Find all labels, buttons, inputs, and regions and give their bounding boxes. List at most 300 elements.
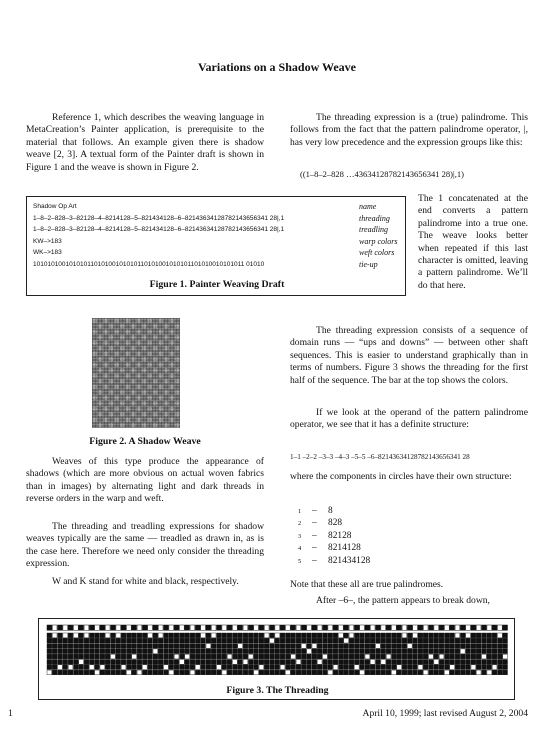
threading-cell (137, 649, 142, 654)
threading-cell (195, 644, 200, 649)
threading-cell (153, 644, 158, 649)
threading-cell (74, 654, 79, 659)
threading-cell (466, 644, 471, 649)
threading-cell (84, 654, 89, 659)
threading-cell (275, 660, 280, 665)
threading-cell (301, 670, 306, 675)
threading-cell (407, 660, 412, 665)
threading-cell (217, 654, 222, 659)
threading-cell (100, 638, 105, 643)
threading-cell (413, 649, 418, 654)
threading-cell (492, 638, 497, 643)
color-bar-cell (116, 625, 121, 630)
threading-cell (84, 644, 89, 649)
threading-cell (286, 665, 291, 670)
threading-cell (63, 638, 68, 643)
threading-cell (95, 638, 100, 643)
threading-cell (381, 665, 386, 670)
component-dash: – (312, 555, 317, 566)
threading-cell (233, 649, 238, 654)
threading-cell (280, 670, 285, 675)
threading-cell (254, 644, 259, 649)
threading-cell (105, 638, 110, 643)
threading-cell (233, 644, 238, 649)
threading-cell (402, 665, 407, 670)
threading-cell (503, 654, 508, 659)
threading-cell (264, 633, 269, 638)
threading-cell (243, 665, 248, 670)
threading-cell (386, 633, 391, 638)
threading-cell (450, 654, 455, 659)
threading-cell (323, 670, 328, 675)
threading-cell (264, 654, 269, 659)
threading-cell (201, 649, 206, 654)
color-bar-cell (344, 625, 349, 630)
color-bar-cell (365, 625, 370, 630)
component-dash: – (312, 506, 317, 516)
threading-cell (291, 644, 296, 649)
threading-cell (445, 649, 450, 654)
threading-cell (164, 670, 169, 675)
threading-cell (307, 633, 312, 638)
threading-cell (434, 633, 439, 638)
threading-cell (328, 644, 333, 649)
threading-cell (296, 644, 301, 649)
domain-runs-paragraph: The threading expression consists of a sequence of domain runs — “ups and downs” — between other shaft sequences. This is easier to understand graphically than in terms of numbers. Figure 3 shows the threading for the first half of the sequence. The bar at the top shows the colors. (290, 325, 528, 386)
threading-cell (487, 665, 492, 670)
color-bar-cell (68, 625, 73, 630)
figure-1-draft (26, 196, 406, 296)
color-bar-cell (487, 625, 492, 630)
threading-cell (471, 665, 476, 670)
threading-cell (333, 660, 338, 665)
color-bar-cell (211, 625, 216, 630)
threading-cell (365, 670, 370, 675)
threading-cell (105, 665, 110, 670)
threading-cell (243, 644, 248, 649)
threading-cell (339, 665, 344, 670)
color-bar-cell (254, 625, 259, 630)
threading-cell (301, 665, 306, 670)
threading-cell (280, 633, 285, 638)
threading-cell (238, 654, 243, 659)
threading-cell (328, 665, 333, 670)
threading-cell (52, 649, 57, 654)
threading-cell (402, 670, 407, 675)
threading-cell (392, 665, 397, 670)
threading-cell (450, 649, 455, 654)
threading-cell (280, 644, 285, 649)
component-dash: – (312, 518, 317, 529)
threading-cell (52, 638, 57, 643)
color-bar-cell (52, 625, 57, 630)
threading-cell (286, 644, 291, 649)
threading-cell (349, 644, 354, 649)
threading-cell (84, 633, 89, 638)
color-bar-cell (121, 625, 126, 630)
threading-cell (429, 670, 434, 675)
threading-cell (429, 660, 434, 665)
threading-cell (402, 654, 407, 659)
threading-cell (275, 638, 280, 643)
threading-cell (349, 660, 354, 665)
threading-cell (323, 649, 328, 654)
threading-cell (238, 665, 243, 670)
threading-cell (89, 633, 94, 638)
threading-cell (233, 665, 238, 670)
threading-cell (153, 654, 158, 659)
color-bar-cell (323, 625, 328, 630)
component-value: 8214128 (328, 543, 361, 554)
component-dash: – (312, 530, 317, 541)
threading-cell (365, 649, 370, 654)
threading-cell (498, 665, 503, 670)
threading-cell (381, 654, 386, 659)
threading-cell (63, 665, 68, 670)
threading-cell (418, 644, 423, 649)
threading-cell (280, 660, 285, 665)
threading-cell (439, 665, 444, 670)
threading-cell (158, 654, 163, 659)
threading-cell (291, 660, 296, 665)
threading-cell (137, 654, 142, 659)
component-number: 4 (298, 545, 302, 553)
threading-cell (52, 660, 57, 665)
threading-cell (148, 660, 153, 665)
threading-cell (323, 638, 328, 643)
threading-cell (312, 644, 317, 649)
threading-cell (127, 654, 132, 659)
threading-cell (180, 660, 185, 665)
threading-cell (460, 654, 465, 659)
threading-cell (116, 660, 121, 665)
threading-cell (105, 633, 110, 638)
threading-cell (418, 665, 423, 670)
threading-cell (323, 644, 328, 649)
color-bar-cell (317, 625, 322, 630)
threading-cell (376, 670, 381, 675)
threading-cell (460, 638, 465, 643)
threading-cell (233, 633, 238, 638)
threading-cell (206, 633, 211, 638)
color-bar-cell (328, 625, 333, 630)
color-bar-cell (386, 625, 391, 630)
threading-cell (227, 654, 232, 659)
threading-cell (344, 649, 349, 654)
threading-cell (121, 644, 126, 649)
threading-cell (74, 649, 79, 654)
threading-cell (280, 649, 285, 654)
threading-cell (95, 644, 100, 649)
threading-cell (217, 633, 222, 638)
threading-cell (307, 665, 312, 670)
color-bar-cell (460, 625, 465, 630)
threading-cell (58, 670, 63, 675)
threading-cell (100, 644, 105, 649)
threading-cell (450, 638, 455, 643)
color-bar-cell (429, 625, 434, 630)
threading-cell (174, 633, 179, 638)
threading-cell (328, 638, 333, 643)
color-bar-cell (63, 625, 68, 630)
threading-cell (402, 660, 407, 665)
color-bar-cell (397, 625, 402, 630)
threading-cell (100, 660, 105, 665)
threading-cell (339, 633, 344, 638)
threading-cell (312, 654, 317, 659)
threading-cell (148, 638, 153, 643)
threading-cell (180, 644, 185, 649)
threading-cell (233, 660, 238, 665)
threading-cell (392, 654, 397, 659)
threading-cell (211, 638, 216, 643)
component-dash: – (312, 543, 317, 554)
threading-cell (339, 644, 344, 649)
threading-cell (137, 665, 142, 670)
threading-cell (47, 670, 52, 675)
threading-cell (211, 633, 216, 638)
threading-cell (339, 654, 344, 659)
threading-cell (206, 670, 211, 675)
figure-1-caption: Figure 1. Painter Weaving Draft (149, 279, 285, 290)
threading-cell (397, 654, 402, 659)
color-bar-cell (503, 625, 508, 630)
threading-cell (68, 633, 73, 638)
threading-cell (450, 670, 455, 675)
threading-cell (158, 633, 163, 638)
threading-cell (296, 665, 301, 670)
threading-cell (52, 654, 57, 659)
threading-cell (476, 638, 481, 643)
color-bar-cell (248, 625, 253, 630)
threading-cell (58, 665, 63, 670)
threading-cell (74, 633, 79, 638)
component-number: 5 (298, 557, 302, 565)
threading-cell (164, 654, 169, 659)
threading-cell (79, 649, 84, 654)
threading-cell (434, 654, 439, 659)
threading-cell (370, 670, 375, 675)
threading-cell (47, 665, 52, 670)
threading-cell (132, 660, 137, 665)
threading-cell (58, 644, 63, 649)
threading-cell (137, 644, 142, 649)
threading-cell (301, 660, 306, 665)
threading-cell (434, 665, 439, 670)
threading-cell (95, 660, 100, 665)
threading-cell (392, 638, 397, 643)
threading-cell (248, 644, 253, 649)
threading-cell (259, 660, 264, 665)
threading-cell (291, 649, 296, 654)
threading-cell (317, 665, 322, 670)
component-value: 821434128 (328, 555, 371, 566)
threading-cell (312, 638, 317, 643)
threading-cell (275, 670, 280, 675)
threading-cell (503, 649, 508, 654)
threading-cell (280, 638, 285, 643)
threading-cell (195, 654, 200, 659)
threading-cell (185, 665, 190, 670)
threading-cell (397, 649, 402, 654)
threading-cell (217, 665, 222, 670)
threading-cell (238, 649, 243, 654)
threading-cell (254, 649, 259, 654)
threading-cell (376, 654, 381, 659)
threading-cell (492, 633, 497, 638)
threading-cell (471, 670, 476, 675)
color-bar-cell (137, 625, 142, 630)
threading-cell (286, 654, 291, 659)
threading-cell (418, 633, 423, 638)
color-bar-cell (185, 625, 190, 630)
threading-cell (402, 649, 407, 654)
threading-cell (243, 638, 248, 643)
threading-cell (63, 644, 68, 649)
threading-cell (116, 633, 121, 638)
threading-cell (286, 638, 291, 643)
threading-cell (148, 644, 153, 649)
threading-cell (296, 670, 301, 675)
threading-cell (89, 670, 94, 675)
threading-cell (211, 654, 216, 659)
threading-cell (190, 665, 195, 670)
threading-cell (233, 654, 238, 659)
threading-cell (317, 633, 322, 638)
threading-cell (455, 649, 460, 654)
threading-cell (58, 660, 63, 665)
threading-cell (211, 670, 216, 675)
threading-cell (52, 665, 57, 670)
threading-cell (185, 649, 190, 654)
threading-cell (397, 633, 402, 638)
color-bar-cell (376, 625, 381, 630)
threading-cell (190, 638, 195, 643)
threading-cell (487, 660, 492, 665)
threading-cell (423, 633, 428, 638)
threading-cell (439, 644, 444, 649)
threading-cell (248, 660, 253, 665)
color-bar-cell (233, 625, 238, 630)
threading-cell (445, 660, 450, 665)
threading-cell (360, 670, 365, 675)
threading-cell (248, 670, 253, 675)
color-bar-cell (201, 625, 206, 630)
threading-cell (450, 665, 455, 670)
threading-cell (142, 665, 147, 670)
threading-cell (68, 644, 73, 649)
draft-row-label: threading (359, 213, 390, 223)
threading-cell (397, 638, 402, 643)
threading-cell (63, 670, 68, 675)
threading-cell (376, 638, 381, 643)
threading-cell (439, 649, 444, 654)
threading-cell (121, 649, 126, 654)
threading-cell (333, 638, 338, 643)
threading-cell (471, 644, 476, 649)
threading-cell (195, 665, 200, 670)
threading-cell (111, 638, 116, 643)
threading-cell (243, 670, 248, 675)
threading-cell (296, 638, 301, 643)
threading-cell (445, 654, 450, 659)
threading-cell (201, 670, 206, 675)
threading-cell (423, 638, 428, 643)
threading-cell (296, 660, 301, 665)
threading-cell (206, 665, 211, 670)
threading-cell (482, 665, 487, 670)
threading-cell (132, 670, 137, 675)
threading-cell (301, 654, 306, 659)
threading-cell (460, 660, 465, 665)
threading-cell (365, 644, 370, 649)
threading-cell (333, 633, 338, 638)
threading-cell (259, 665, 264, 670)
threading-cell (127, 660, 132, 665)
threading-cell (360, 660, 365, 665)
color-bar-cell (105, 625, 110, 630)
threading-cell (201, 638, 206, 643)
threading-cell (498, 638, 503, 643)
threading-cell (116, 649, 121, 654)
threading-cell (418, 649, 423, 654)
threading-cell (429, 649, 434, 654)
threading-cell (323, 665, 328, 670)
threading-cell (238, 638, 243, 643)
threading-cell (487, 670, 492, 675)
threading-cell (349, 633, 354, 638)
color-bar-cell (217, 625, 222, 630)
threading-cell (259, 633, 264, 638)
component-value: 82128 (328, 530, 352, 541)
color-bar-cell (195, 625, 200, 630)
page-number: 1 (8, 708, 13, 719)
threading-cell (84, 660, 89, 665)
threading-cell (291, 633, 296, 638)
threading-cell (142, 633, 147, 638)
threading-cell (413, 644, 418, 649)
threading-cell (413, 633, 418, 638)
threading-cell (323, 633, 328, 638)
threading-cell (127, 665, 132, 670)
draft-row-text: KW–>183 (33, 237, 62, 245)
threading-cell (105, 649, 110, 654)
threading-cell (365, 638, 370, 643)
draft-row-text: Shadow Op Art (33, 203, 77, 210)
threading-cell (370, 638, 375, 643)
threading-cell (169, 644, 174, 649)
threading-cell (291, 665, 296, 670)
color-bar-cell (180, 625, 185, 630)
threading-cell (227, 665, 232, 670)
threading-cell (471, 638, 476, 643)
color-bar-cell (407, 625, 412, 630)
threading-cell (270, 665, 275, 670)
threading-cell (492, 654, 497, 659)
threading-cell (47, 654, 52, 659)
threading-cell (339, 649, 344, 654)
color-bar-cell (84, 625, 89, 630)
threading-cell (58, 649, 63, 654)
revision-date: April 10, 1999; last revised August 2, 2004 (362, 708, 528, 719)
threading-cell (132, 665, 137, 670)
threading-cell (418, 638, 423, 643)
threading-cell (460, 649, 465, 654)
threading-cell (142, 660, 147, 665)
threading-cell (174, 665, 179, 670)
threading-cell (254, 633, 259, 638)
threading-cell (354, 660, 359, 665)
